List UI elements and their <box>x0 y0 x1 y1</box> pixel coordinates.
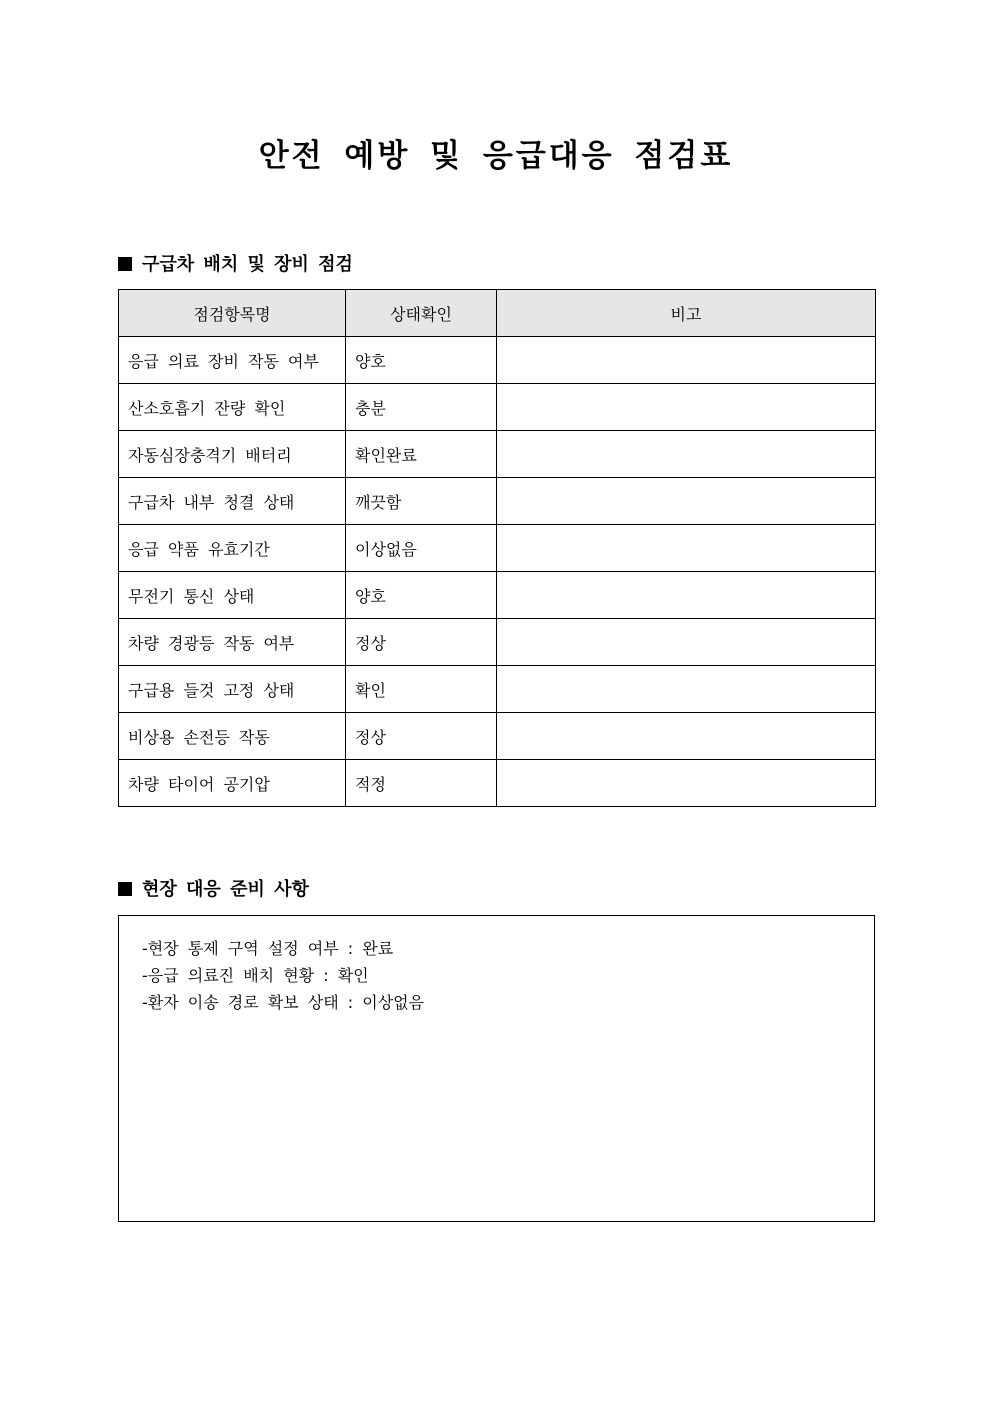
status-cell: 정상 <box>346 619 497 666</box>
status-cell: 충분 <box>346 384 497 431</box>
note-cell <box>497 713 876 760</box>
note-cell <box>497 384 876 431</box>
status-cell: 정상 <box>346 713 497 760</box>
table-row <box>119 760 876 807</box>
status-cell: 양호 <box>346 572 497 619</box>
section-heading-text: 구급차 배치 및 장비 점검 <box>142 254 353 275</box>
status-cell: 이상없음 <box>346 525 497 572</box>
column-header-status: 상태확인 <box>346 290 497 337</box>
section-heading-field-response <box>118 878 309 902</box>
item-cell: 구급차 내부 청결 상태 <box>119 478 346 525</box>
status-cell: 확인완료 <box>346 431 497 478</box>
square-bullet-icon <box>118 257 132 271</box>
status-cell: 깨끗함 <box>346 478 497 525</box>
item-cell: 구급용 들것 고정 상태 <box>119 666 346 713</box>
item-cell: 무전기 통신 상태 <box>119 572 346 619</box>
list-item: -응급 의료진 배치 현황 : 확인 <box>142 966 369 985</box>
table-row <box>119 337 876 384</box>
note-cell <box>497 337 876 384</box>
notes-list <box>119 916 874 1016</box>
document-title: 안전 예방 및 응급대응 점검표 <box>258 138 734 174</box>
inspection-table <box>118 289 876 807</box>
section-heading-ambulance <box>118 253 353 277</box>
column-header-item: 점검항목명 <box>119 290 346 337</box>
note-cell <box>497 572 876 619</box>
column-header-note: 비고 <box>497 290 876 337</box>
field-response-notes-box <box>118 915 875 1222</box>
item-cell: 산소호흡기 잔량 확인 <box>119 384 346 431</box>
status-cell: 양호 <box>346 337 497 384</box>
table-row <box>119 384 876 431</box>
table-header-row <box>119 290 876 337</box>
item-cell: 자동심장충격기 배터리 <box>119 431 346 478</box>
status-cell: 적정 <box>346 760 497 807</box>
table-row <box>119 525 876 572</box>
note-cell <box>497 525 876 572</box>
list-item: -현장 통제 구역 설정 여부 : 완료 <box>142 939 394 958</box>
table-row <box>119 713 876 760</box>
item-cell: 응급 약품 유효기간 <box>119 525 346 572</box>
item-cell: 응급 의료 장비 작동 여부 <box>119 337 346 384</box>
list-item: -환자 이송 경로 확보 상태 : 이상없음 <box>142 993 425 1012</box>
note-cell <box>497 431 876 478</box>
item-cell: 비상용 손전등 작동 <box>119 713 346 760</box>
note-cell <box>497 666 876 713</box>
table-row <box>119 666 876 713</box>
item-cell: 차량 타이어 공기압 <box>119 760 346 807</box>
status-cell: 확인 <box>346 666 497 713</box>
note-cell <box>497 619 876 666</box>
note-cell <box>497 478 876 525</box>
table-row <box>119 431 876 478</box>
section-heading-text: 현장 대응 준비 사항 <box>142 879 309 900</box>
item-cell: 차량 경광등 작동 여부 <box>119 619 346 666</box>
table-row <box>119 619 876 666</box>
table-row <box>119 572 876 619</box>
note-cell <box>497 760 876 807</box>
table-row <box>119 478 876 525</box>
square-bullet-icon <box>118 882 132 896</box>
